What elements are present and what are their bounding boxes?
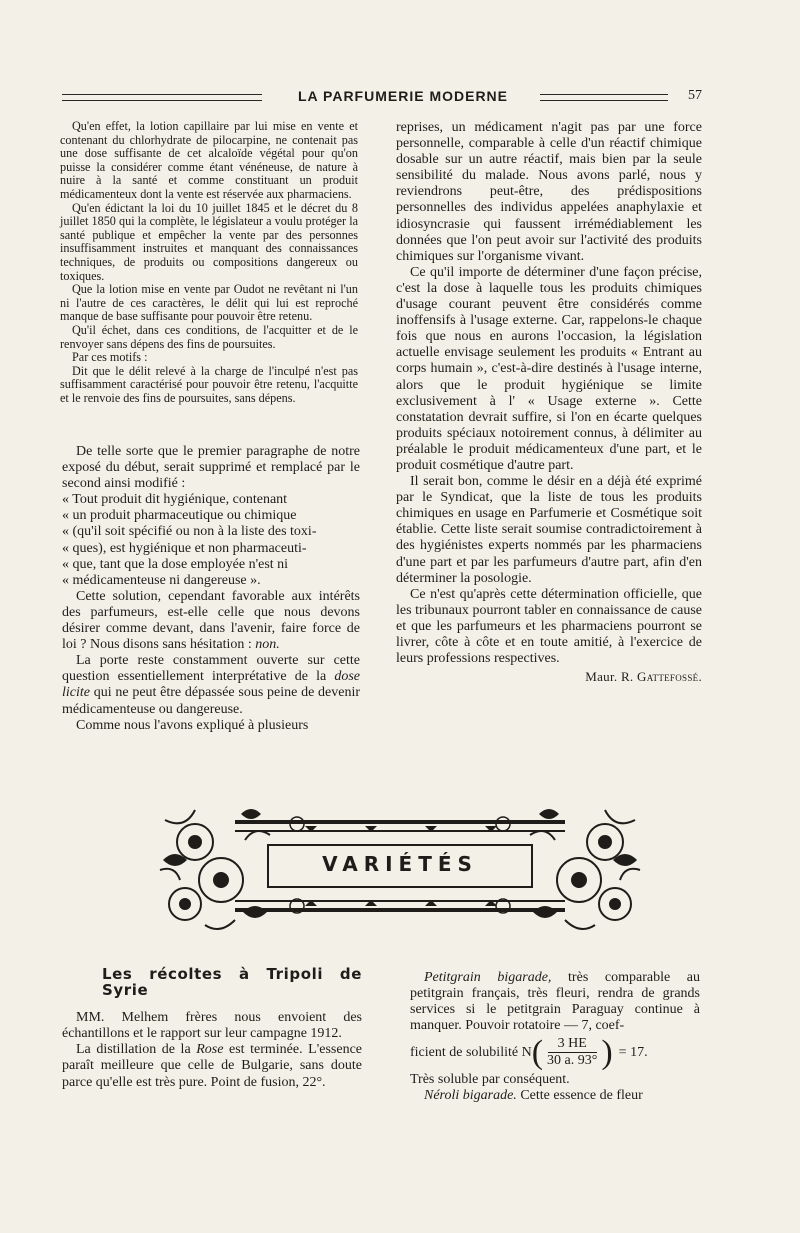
paragraph: MM. Melhem frères nous envoient des échantillons et le rapport sur leur campagne 1912. <box>62 1010 362 1042</box>
running-header <box>62 86 702 110</box>
text: La porte reste constamment ouverte sur cette question essentiellement interprétative de la <box>62 653 360 685</box>
paragraph: Par ces motifs : <box>72 350 148 365</box>
signature-prefix: Maur. R. <box>585 669 634 685</box>
paragraph <box>62 1042 362 1090</box>
emphasis: non. <box>255 637 280 653</box>
paragraph: Comme nous l'avons expliqué à plusieurs <box>76 717 309 733</box>
formula-prefix: ficient de solubilité N <box>410 1044 532 1060</box>
paragraph <box>62 589 360 653</box>
quoted-definition <box>62 492 360 589</box>
paragraph: Dit que le délit relevé à la charge de l'inculpé n'est pas suffisamment caractérisé pour pouvoir être retenu, l'acquitte et le renvoie des fins de poursuites, sans dépens. <box>60 363 358 405</box>
judgement-excerpt <box>60 120 358 405</box>
text: est terminée. L'essence paraît meilleure que celle de Bulgarie, sans doute parce qu'elle est très pure. Point de fusion, 22°. <box>62 1042 362 1090</box>
emphasis: Néroli bigarade. <box>424 1087 517 1103</box>
essence-notes <box>410 970 700 1104</box>
solubility-formula <box>410 1033 700 1071</box>
tripoli-harvest-article <box>62 966 362 1091</box>
paragraph: Ce n'est qu'après cette détermination officielle, que les tribunaux pourront tabler en connaissance de cause et que les parfumeurs et les pharmaciens pourront se livrer, côte à côte et en toute amitié, à l'exercice de leurs professions respectives. <box>396 586 702 667</box>
paragraph <box>62 653 360 717</box>
paragraph: De telle sorte que le premier paragraphe de notre exposé du début, serait supprimé et remplacé par le second ainsi modifié : <box>62 444 360 492</box>
formula-result: = 17. <box>618 1044 648 1060</box>
page-number: 57 <box>688 88 702 103</box>
quote-line: « Tout produit dit hygiénique, contenant <box>62 492 288 508</box>
paragraph: Qu'en édictant la loi du 10 juillet 1845 et le décret du 8 juillet 1850 qui la complète, le législateur a voulu protéger la santé publique et empêcher la vente par des personnes insuffisamment instruites et manquant des connaissances techniques, de produits ou compositions dangereux ou toxiques. <box>60 200 358 283</box>
text: La distillation de la <box>76 1042 191 1058</box>
fraction-numerator: 3 HE <box>548 1036 597 1053</box>
article-title: Les récoltes à Tripoli de Syrie <box>102 965 362 1000</box>
header-rule-left <box>62 94 262 101</box>
quote-line: « médicamenteuse ni dangereuse ». <box>62 572 261 588</box>
text: Cette essence de fleur <box>520 1087 643 1103</box>
paragraph <box>410 1088 700 1104</box>
section-title: VARIÉTÉS <box>322 852 478 876</box>
right-article-body <box>396 120 702 685</box>
paragraph: Qu'il échet, dans ces conditions, de l'acquitter et de le renvoyer sans dépens des fins de poursuites. <box>60 322 358 351</box>
signature-name: Gattefossé. <box>637 669 702 685</box>
fraction-denominator: 30 a. 93° <box>547 1053 598 1069</box>
quote-line: « (qu'il soit spécifié ou non à la liste des toxi- <box>62 524 317 540</box>
paragraph: Très soluble par conséquent. <box>410 1071 570 1087</box>
paren-close: ) <box>601 1033 613 1071</box>
paragraph: Il serait bon, comme le désir en a déjà été exprimé par le Syndicat, que la liste de tous les produits chimiques en usage en Parfumerie et Cosmétique soit établie. Cette liste serait soumise contradictoirement à des hygiénistes experts nommés par les pharmaciens d'une part et par les parfumeurs d'autre part, afin d'en déterminer la posologie. <box>396 474 702 586</box>
left-article-body <box>62 444 360 734</box>
fraction <box>547 1036 597 1069</box>
text: très comparable au petitgrain français, très fleuri, rendra de grands services si le petitgrain Paraguay continue à manquer. Pouvoir rotatoire — 7, coef- <box>410 970 700 1034</box>
author-signature <box>396 669 702 685</box>
paragraph: reprises, un médicament n'agit pas par une force personnelle, comparable à celle d'un réactif chimique dosable sur un autre réactif, mais bien par la seule sensibilité du malade. Nous avons parlé, nous y reviendrons peut-être, des prédispositions personnelles des individus appelées anaphylaxie et idiosyncrasie qui faussent irrémédiablement les données que l'on peut avoir sur l'activité des produits chimiques sur l'organisme vivant. <box>396 120 702 264</box>
text: Cette solution, cependant favorable aux intérêts des parfumeurs, est-elle celle que nous devons désirer comme devant, dans l'avenir, faire force de loi ? Nous disons sans hésitation : <box>62 588 360 653</box>
paragraph <box>410 970 700 1034</box>
paren-open: ( <box>531 1033 544 1071</box>
paragraph: Qu'en effet, la lotion capillaire par lui mise en vente et contenant du chlorhydrate de pilocarpine, ne contenait pas une dose suffisante de cet alcaloïde végétal pour qu'on puisse la considérer comme étant vénéneuse, de nature à nuire à la santé et comme constituant un produit médicamenteux dont la vente est réservée aux pharmaciens. <box>60 119 358 201</box>
running-title: LA PARFUMERIE MODERNE <box>298 88 508 104</box>
text: qui ne peut être dépassée sous peine de devenir médicamenteuse ou dangereuse. <box>62 685 360 717</box>
quote-line: « un produit pharmaceutique ou chimique <box>62 508 297 524</box>
paragraph: Ce qu'il importe de déterminer d'une façon précise, c'est la dose à laquelle tous les produits chimiques d'usage courant peuvent être considérés comme inoffensifs à l'usage externe. Car, rappelons-le chaque fois que nous en aurons l'occasion, la législation actuelle envisage seulement les produits « Entrant au corps humain », c'est-à-dire destinés à l'usage interne, alors que le produit hygiénique se limite exclusivement à l' « Usage externe ». Cette constatation devrait suffire, si l'on en écarte quelques produits spéciaux notoirement connus, à délimiter au préalable le produit médicamenteux d'une part, et le produit cosmétique d'autre part. <box>396 264 702 473</box>
paragraph: Que la lotion mise en vente par Oudot ne revêtant ni l'un ni l'autre de ces caractères, le délit qui lui est reproché manque de base suffisante pour pouvoir être retenu. <box>60 282 358 324</box>
quote-line: « que, tant que la dose employée n'est ni <box>62 556 289 572</box>
emphasis: dose licite <box>62 669 360 701</box>
quote-line: « ques), est hygiénique et non pharmaceuti- <box>62 540 307 556</box>
header-rule-right <box>540 94 668 101</box>
emphasis: Petitgrain bigarade, <box>424 970 552 985</box>
varietes-ornament <box>155 800 645 940</box>
emphasis: Rose <box>196 1042 224 1058</box>
